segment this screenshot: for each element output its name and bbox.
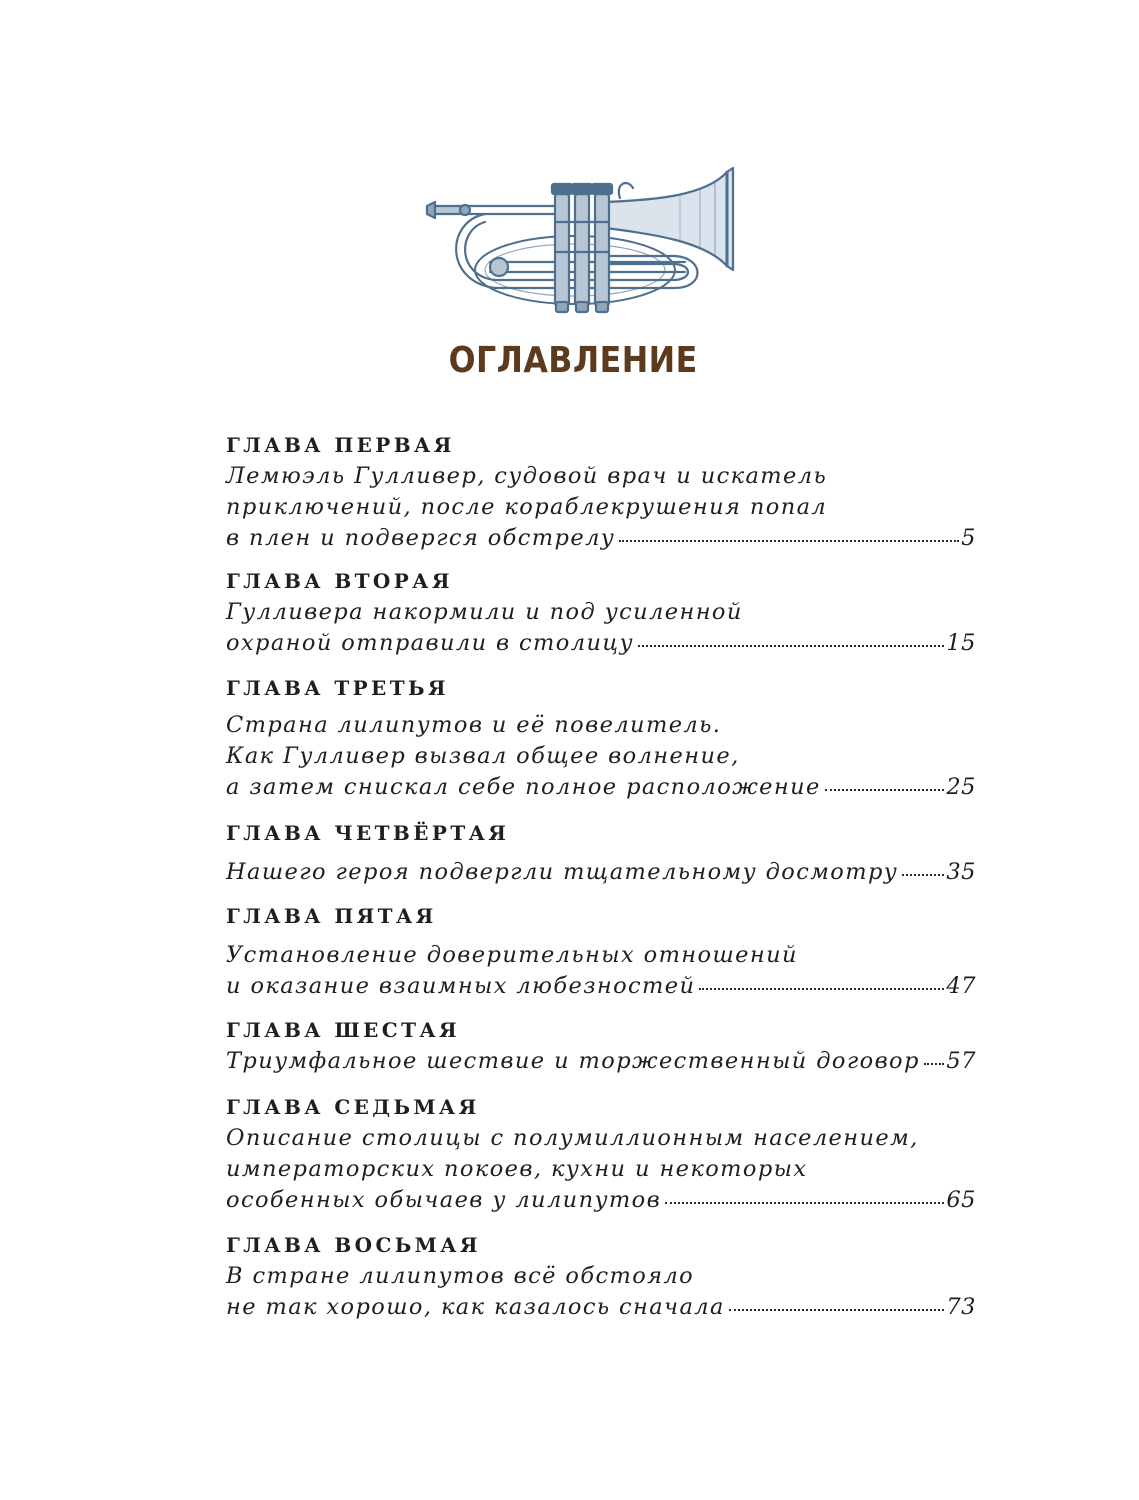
- page-number: 73: [946, 1294, 976, 1320]
- chapter-description-line: а затем снискал себе полное расположение: [226, 774, 821, 800]
- chapter-heading: ГЛАВА СЕДЬМАЯ: [226, 1095, 480, 1119]
- dot-leader: [638, 645, 944, 647]
- chapter-heading: ГЛАВА ПЯТАЯ: [226, 904, 437, 928]
- chapter-heading: ГЛАВА ШЕСТАЯ: [226, 1018, 461, 1042]
- toc-entry-1[interactable]: [226, 430, 976, 554]
- chapter-description-line: в плен и подвергся обстрелу: [226, 525, 616, 551]
- chapter-description-line: и оказание взаимных любезностей: [226, 973, 696, 999]
- chapter-description-line: не так хорошо, как казалось сначала: [226, 1294, 725, 1320]
- toc-entry-5[interactable]: [226, 901, 976, 1002]
- trumpet-icon: [415, 162, 755, 322]
- toc-entry-8[interactable]: [226, 1230, 976, 1323]
- toc-entry-3[interactable]: [226, 673, 976, 803]
- chapter-description-line: охраной отправили в столицу: [226, 630, 634, 656]
- page-number: 47: [946, 973, 976, 999]
- chapter-description-line: В стране лилипутов всё обстояло: [226, 1263, 695, 1289]
- dot-leader: [902, 874, 944, 876]
- dot-leader: [619, 540, 959, 542]
- chapter-description-line: Нашего героя подвергли тщательному досмотру: [226, 859, 899, 885]
- page-number: 35: [946, 859, 976, 885]
- page-number: 5: [961, 525, 976, 551]
- dot-leader: [825, 789, 945, 791]
- page-number: 25: [946, 774, 976, 800]
- dot-leader: [729, 1309, 945, 1311]
- toc-entry-7[interactable]: [226, 1092, 976, 1216]
- page-number: 57: [946, 1048, 976, 1074]
- chapter-heading: ГЛАВА ТРЕТЬЯ: [226, 676, 449, 700]
- chapter-description-line: императорских покоев, кухни и некоторых: [226, 1156, 808, 1182]
- chapter-heading: ГЛАВА ПЕРВАЯ: [226, 433, 455, 457]
- toc-entry-2[interactable]: [226, 566, 976, 659]
- chapter-description-line: Лемюэль Гулливер, судовой врач и искатель: [226, 463, 828, 489]
- page-number: 65: [946, 1187, 976, 1213]
- dot-leader: [699, 988, 944, 990]
- chapter-heading: ГЛАВА ВТОРАЯ: [226, 569, 453, 593]
- chapter-description-line: Страна лилипутов и её повелитель.: [226, 712, 722, 738]
- chapter-description-line: особенных обычаев у лилипутов: [226, 1187, 662, 1213]
- chapter-description-line: Гулливера накормили и под усиленной: [226, 599, 743, 625]
- dot-leader: [665, 1202, 944, 1204]
- chapter-heading: ГЛАВА ВОСЬМАЯ: [226, 1233, 481, 1257]
- chapter-description-line: Описание столицы с полумиллионным населением,: [226, 1125, 919, 1151]
- chapter-description-line: Триумфальное шествие и торжественный договор: [226, 1048, 920, 1074]
- chapter-description-line: приключений, после кораблекрушения попал: [226, 494, 828, 520]
- chapter-description-line: Установление доверительных отношений: [226, 942, 798, 968]
- toc-entry-4[interactable]: [226, 818, 976, 888]
- page-title: ОГЛАВЛЕНИЕ: [448, 340, 698, 381]
- dot-leader: [924, 1063, 945, 1065]
- chapter-heading: ГЛАВА ЧЕТВЁРТАЯ: [226, 821, 510, 845]
- toc-entry-6[interactable]: [226, 1015, 976, 1077]
- chapter-description-line: Как Гулливер вызвал общее волнение,: [226, 743, 740, 769]
- page-number: 15: [946, 630, 976, 656]
